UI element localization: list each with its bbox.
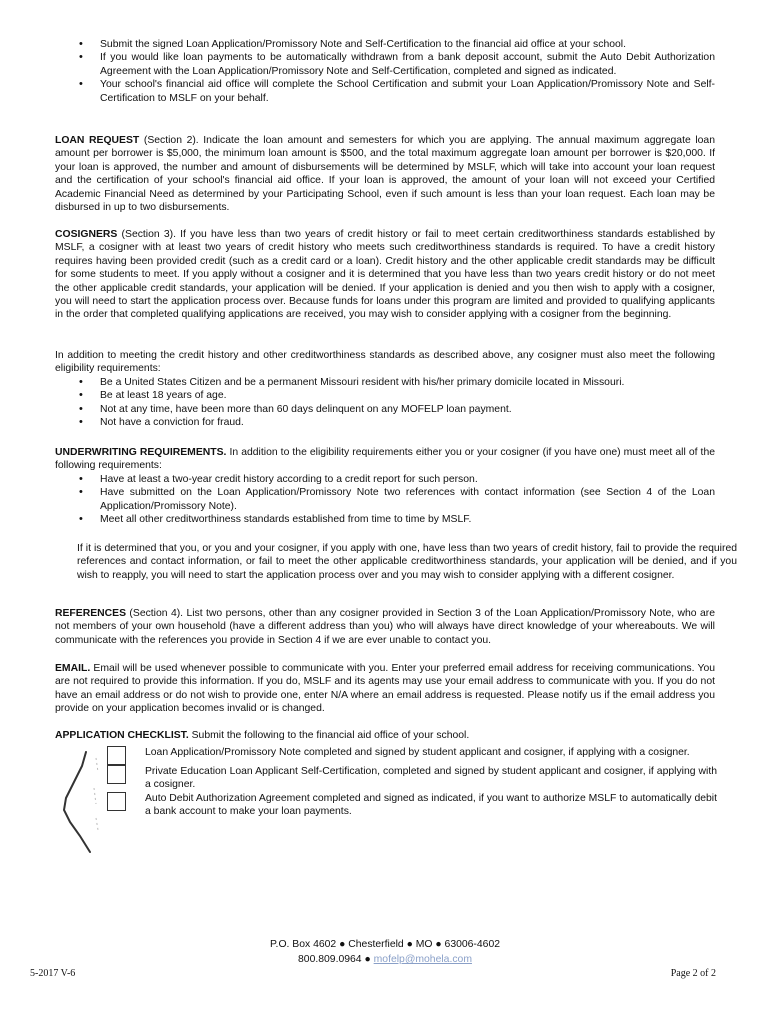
loan-request-body: (Section 2). Indicate the loan amount and semesters for which you are applying. The annual maximum aggregate loan amount per borrower is $5,000, the minimum loan amount is $500, and the total maximum aggregate loan amount per borrower is $20,000. If your loan is approved, the number and amount of disbursements will be determined by MSLF, which will take into account your loan request and the certification of your school's financial aid office. If your loan is approved, the amount of your loan will not exceed your Certified Academic Financial Need as determined by your Participating School, even if such amount is less than your loan request. Each loan may be disbursed in up to two disbursements. (55, 135, 715, 214)
requirement-item: • Meet all other creditworthiness standards established from time to time by MSLF. (55, 513, 715, 526)
checklist-item-text: Loan Application/Promissory Note completed and signed by student applicant and cosigner, if applying with a cosigner. (145, 747, 690, 758)
references-heading: REFERENCES (55, 608, 127, 619)
loan-request-heading: LOAN REQUEST (55, 135, 140, 146)
checklist-item (55, 746, 717, 765)
eligibility-item: • Be a United States Citizen and be a permanent Missouri resident with his/her primary domicile located in Missouri. (55, 376, 715, 389)
email-heading: EMAIL. (55, 663, 91, 674)
checklist-body: Submit the following to the financial aid office of your school. (191, 730, 470, 741)
intro-bullet-list (55, 38, 715, 105)
checkbox[interactable] (107, 792, 126, 811)
cosigner-eligibility-list (55, 376, 715, 430)
underwriting-body: In addition to the eligibility requirements either you or your cosigner (if you have one) must meet all of the following requirements: (55, 447, 715, 472)
cosigners-body: (Section 3). If you have less than two years of credit history or fail to meet certain creditworthiness standards established by MSLF, a cosigner with at least two years of credit history who meets such creditworthiness standards is required. To have a credit history requires having been provided credit (such as a credit card or a loan). Credit history and the other applicable credit standards may be difficult for some students to meet. If you apply without a cosigner and it is determined that you have less than two years credit history or do not meet the other applicable credit standards, your application will be denied. If your application is denied and you then wish to apply with a cosigner, you will need to start the application process over. Because funds for loans under this program are limited and provided to qualifying applicants in the order that completed qualifying applications are received, you may wish to consider applying with a cosigner from the beginning. (55, 229, 716, 321)
email-section (55, 662, 715, 716)
underwriting-section (55, 446, 715, 473)
cosigner-eligibility-intro: In addition to meeting the credit history and other creditworthiness standards as described above, any cosigner must also meet the following eligibility requirements: (55, 350, 715, 375)
checklist-item (55, 792, 717, 819)
cosigners-heading: COSIGNERS (55, 229, 118, 240)
checkbox[interactable] (107, 765, 126, 784)
eligibility-item: • Not have a conviction for fraud. (55, 416, 715, 429)
footer-address: P.O. Box 4602 ● Chesterfield ● MO ● 63006-4602 (269, 939, 501, 950)
checklist-item-text: Private Education Loan Applicant Self-Certification, completed and signed by student applicant and cosigner, if applying with a cosigner. (145, 766, 717, 791)
underwriting-requirements-list (55, 473, 715, 527)
footer-email-link[interactable]: mofelp@mohela.com (373, 954, 472, 965)
checklist-item-text: Auto Debit Authorization Agreement completed and signed as indicated, if you want to authorize MSLF to automatically debit a bank account to make your loan payments. (145, 792, 717, 818)
checkbox[interactable] (107, 746, 126, 765)
intro-bullet: • Your school's financial aid office will complete the School Certification and submit your Loan Application/Promissory Note and Self-Certification to MSLF on your behalf. (55, 78, 715, 105)
requirement-item: • Have at least a two-year credit history according to a credit report for such person. (55, 473, 715, 486)
checklist-intro (55, 729, 715, 742)
intro-bullet: • If you would like loan payments to be automatically withdrawn from a bank deposit account, submit the Auto Debit Authorization Agreement with the Loan Application/Promissory Note and Self-Certification, completed and signed as indicated. (55, 51, 715, 78)
loan-request-section (55, 134, 715, 214)
checklist-items (55, 746, 717, 819)
intro-bullet: • Submit the signed Loan Application/Promissory Note and Self-Certification to the financial aid office at your school. (55, 38, 715, 51)
references-section (55, 607, 715, 647)
references-body: (Section 4). List two persons, other than any cosigner provided in Section 3 of the Loan Application/Promissory Note, who are not members of your own household (have a different address than you) who will always have direct knowledge of your whereabouts. We will communicate with the references you provide in Section 4 if we are ever unable to contact you. (55, 608, 716, 646)
eligibility-item: • Not at any time, have been more than 60 days delinquent on any MOFELP loan payment. (55, 403, 715, 416)
requirement-item: • Have submitted on the Loan Application/Promissory Note two references with contact information (see Section 4 of the Loan Application/Promissory Note). (55, 486, 715, 513)
eligibility-item: • Be at least 18 years of age. (55, 389, 715, 402)
cosigners-section (55, 228, 715, 322)
footer-version: 5-2017 V-6 (30, 968, 76, 979)
email-body: Email will be used whenever possible to communicate with you. Enter your preferred email address for receiving communications. You are not required to provide this information. If you do, MSLF and its agents may use your email address to communicate with you. If you do not have an email address or do not wish to provide one, enter N/A where an email address is requested. Please notify us if the email address you provide on your application becomes invalid or is changed. (55, 663, 715, 715)
footer-page-number: Page 2 of 2 (670, 968, 716, 979)
underwriting-note: If it is determined that you, or you and your cosigner, if you apply with one, have less than two years of credit history, fail to provide the required references and contact information, or fail to meet the other applicable creditworthiness standards, your application will be denied, and if you wish to reapply, you will need to start the application process over and you may wish to consider applying with a different cosigner. (77, 543, 737, 581)
underwriting-heading: UNDERWRITING REQUIREMENTS. (55, 447, 227, 458)
footer-contact (0, 953, 770, 966)
footer-phone: 800.809.0964 ● (298, 954, 371, 965)
checklist-heading: APPLICATION CHECKLIST. (55, 730, 189, 741)
checklist-item (55, 765, 717, 792)
